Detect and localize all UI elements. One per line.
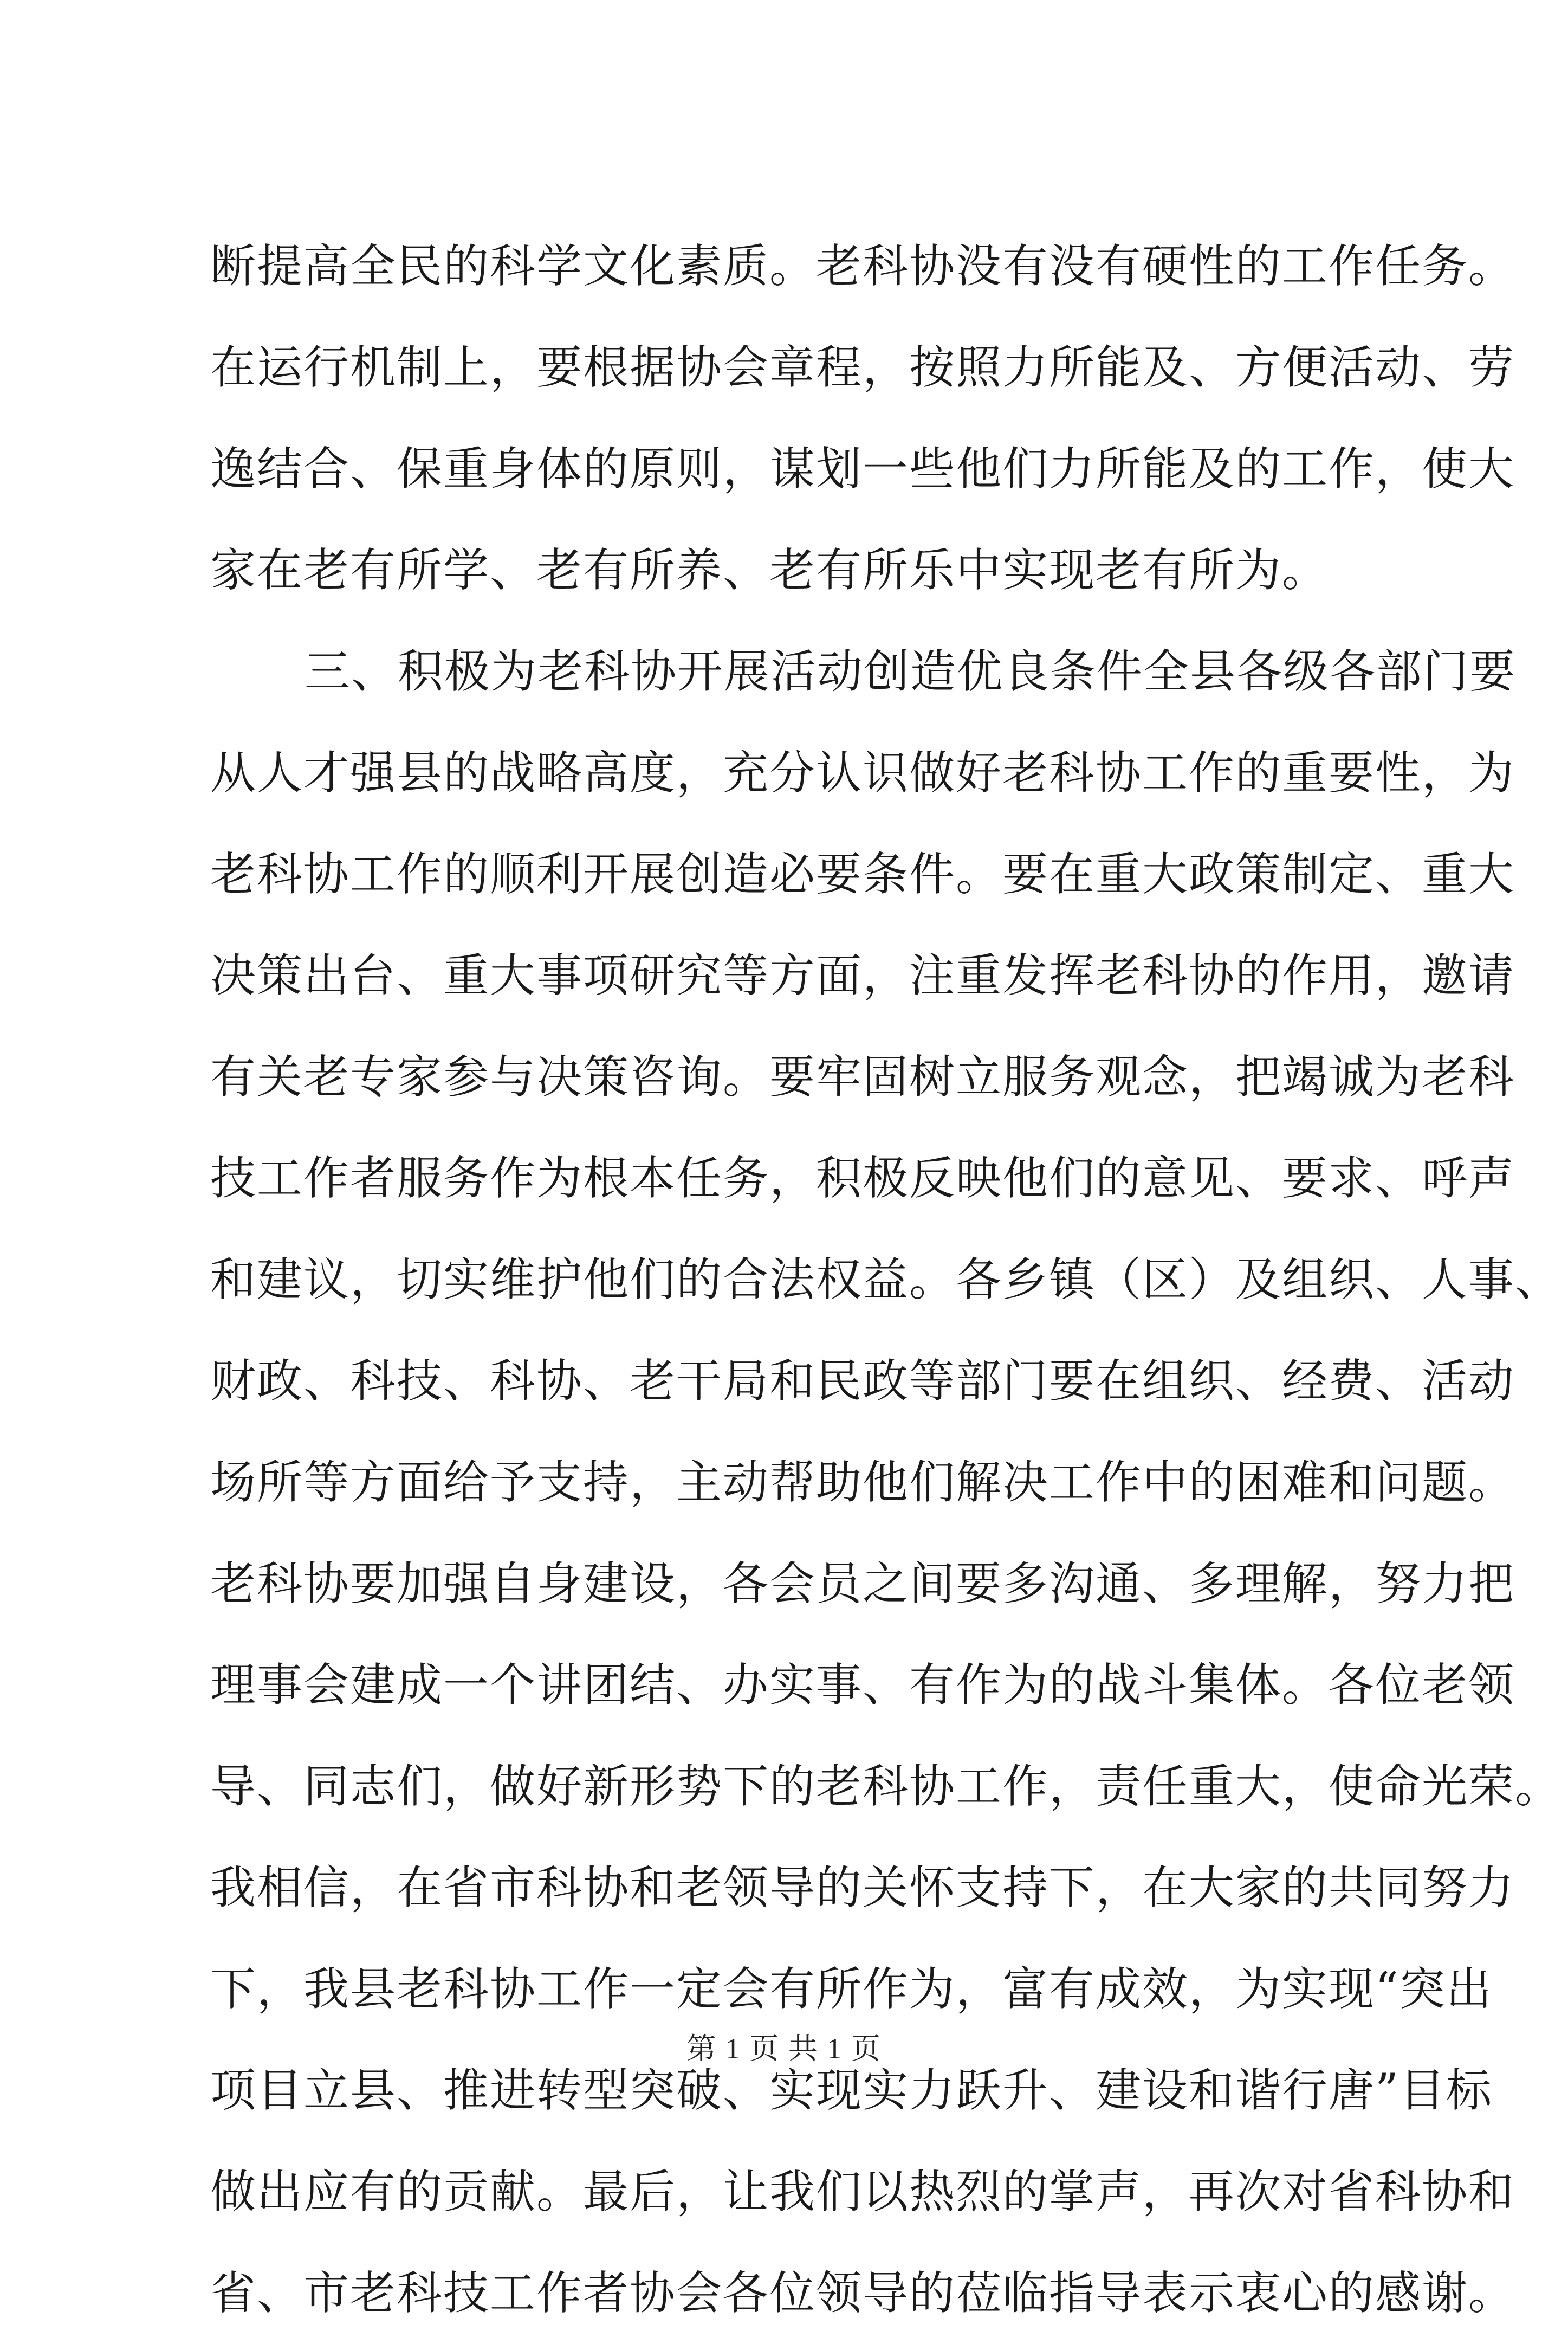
text-line: 我相信，在省市科协和老领导的关怀支持下，在大家的共同努力: [210, 1861, 1515, 1914]
text-line: 导、同志们，做好新形势下的老科协工作，责任重大，使命光荣。: [210, 1760, 1562, 1813]
text-line: 理事会建成一个讲团结、办实事、有作为的战斗集体。各位老领: [210, 1658, 1515, 1712]
text-line: 老科协要加强自身建设，各会员之间要多沟通、多理解，努力把: [210, 1557, 1515, 1610]
text-line: 逸结合、保重身体的原则，谋划一些他们力所能及的工作，使大: [210, 442, 1515, 495]
text-line: 场所等方面给予支持，主动帮助他们解决工作中的困难和问题。: [210, 1456, 1515, 1509]
text-line: 下，我县老科协工作一定会有所作为，富有成效，为实现“突出: [210, 1962, 1493, 2016]
text-line: 省、市老科技工作者协会各位领导的莅临指导表示衷心的感谢。: [210, 2266, 1515, 2320]
text-line: 家在老有所学、老有所养、老有所乐中实现老有所为。: [210, 544, 1329, 597]
text-line-indented: 三、积极为老科协开展活动创造优良条件全县各级各部门要: [304, 645, 1517, 698]
text-line: 老科协工作的顺利开展创造必要条件。要在重大政策制定、重大: [210, 848, 1515, 901]
text-line: 技工作者服务作为根本任务，积极反映他们的意见、要求、呼声: [210, 1152, 1515, 1205]
text-line: 做出应有的贡献。最后，让我们以热烈的掌声，再次对省科协和: [210, 2165, 1515, 2218]
text-line: 从人才强县的战略高度，充分认识做好老科协工作的重要性，为: [210, 746, 1515, 799]
text-line: 和建议，切实维护他们的合法权益。各乡镇（区）及组织、人事、: [210, 1253, 1562, 1306]
document-body: [210, 216, 1562, 2344]
text-line: 在运行机制上，要根据协会章程，按照力所能及、方便活动、劳: [210, 341, 1515, 394]
text-line: 项目立县、推进转型突破、实现实力跃升、建设和谐行唐”目标: [210, 2064, 1493, 2117]
paragraph-1: [210, 216, 1515, 621]
page-number-footer: 第 1 页 共 1 页: [686, 2032, 882, 2065]
text-line: 断提高全民的科学文化素质。老科协没有没有硬性的工作任务。: [210, 240, 1515, 293]
text-line: 财政、科技、科协、老干局和民政等部门要在组织、经费、活动: [210, 1354, 1515, 1407]
text-line: 决策出台、重大事项研究等方面，注重发挥老科协的作用，邀请: [210, 949, 1515, 1002]
paragraph-2: [210, 621, 1562, 2344]
text-line: 有关老专家参与决策咨询。要牢固树立服务观念，把竭诚为老科: [210, 1050, 1515, 1103]
